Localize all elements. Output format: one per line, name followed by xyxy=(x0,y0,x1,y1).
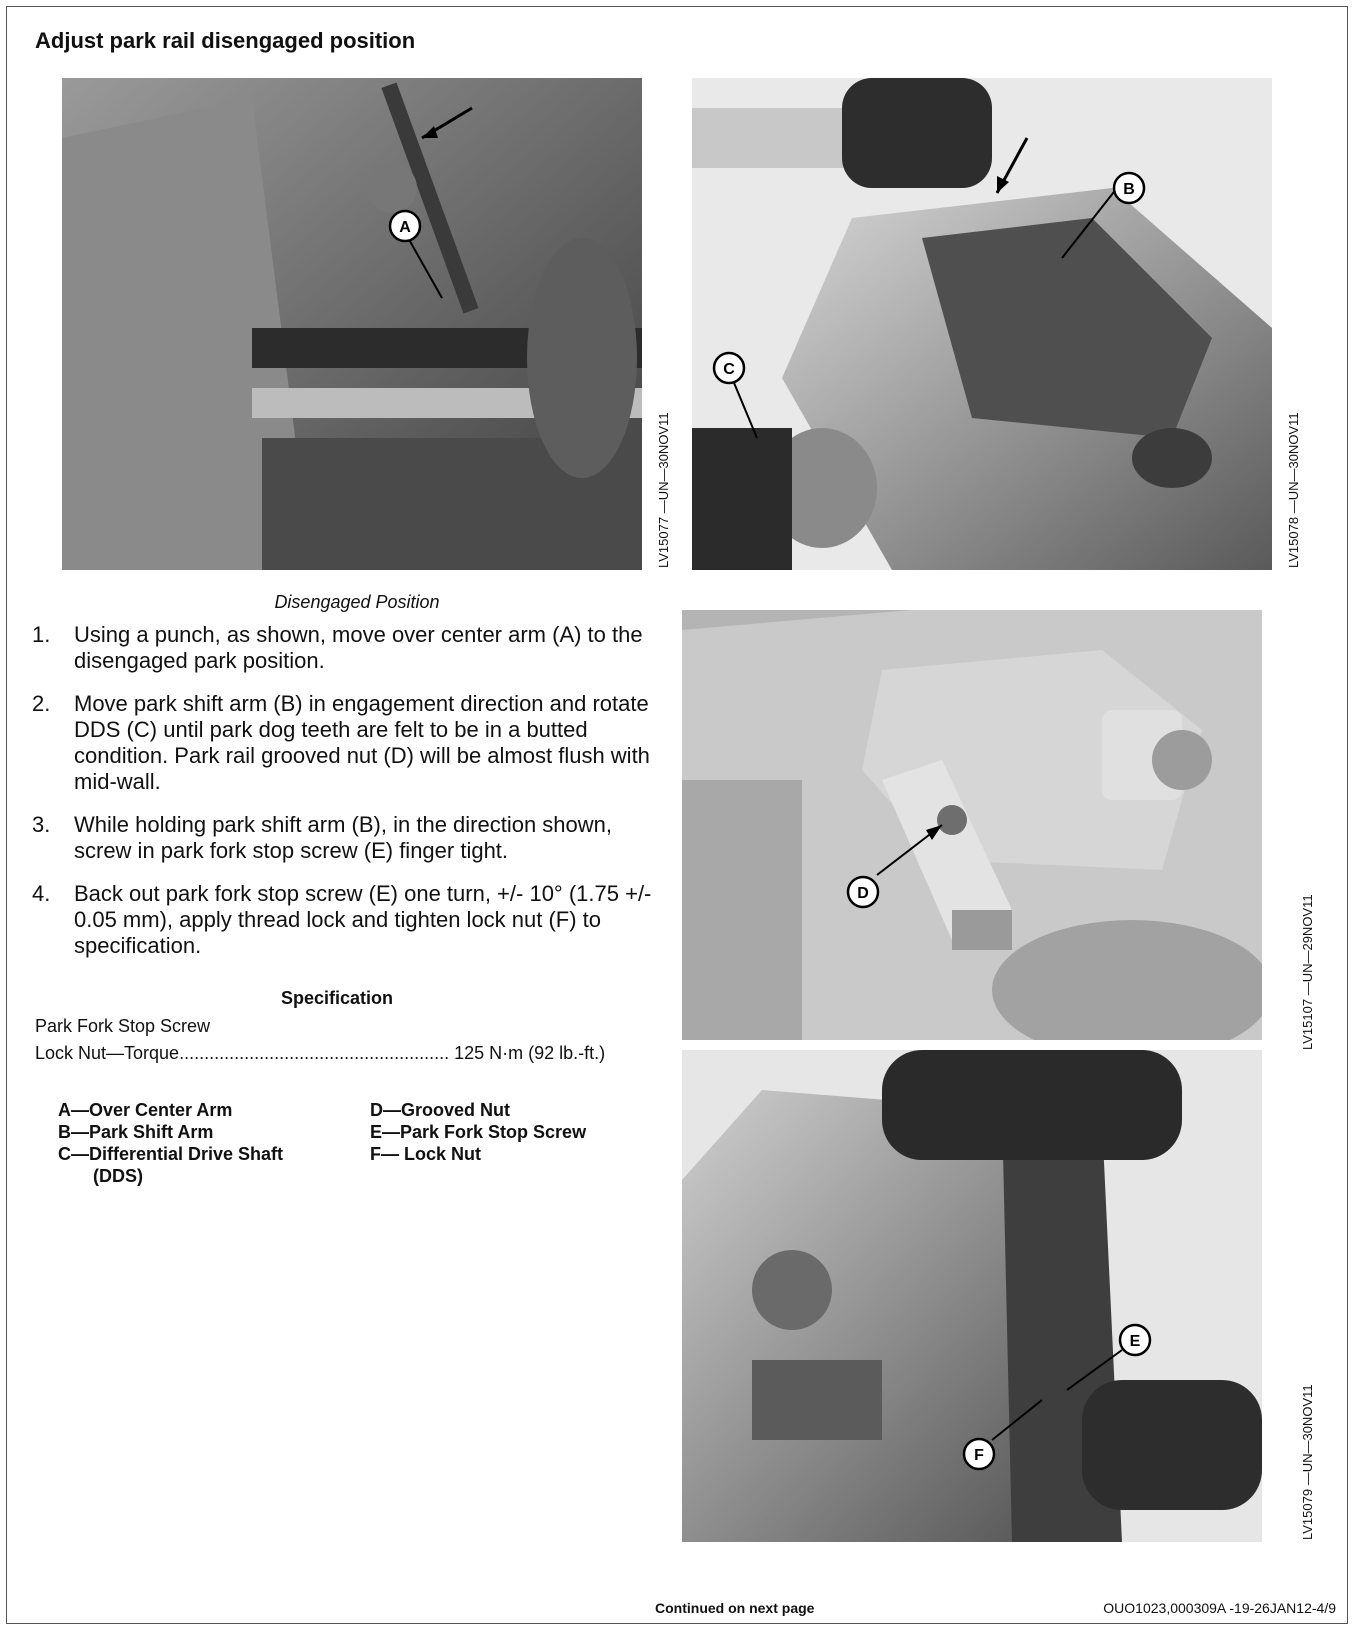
step-number: 2. xyxy=(32,691,51,716)
specification-item: Park Fork Stop Screw xyxy=(35,1016,211,1036)
legend-item: D—Grooved Nut xyxy=(370,1100,511,1120)
step-number: 1. xyxy=(32,622,51,647)
photo-illustration xyxy=(62,78,642,570)
specification-heading: Specification xyxy=(280,988,394,1008)
step-text: Back out park fork stop screw (E) one turn, +/- 10° (1.75 +/- 0.05 mm), apply thread lock and tighten lock nut (F) to specification. xyxy=(74,881,652,958)
callout-d xyxy=(848,877,878,907)
step-number: 3. xyxy=(32,812,51,837)
photo-illustration xyxy=(692,78,1272,570)
step-number: 4. xyxy=(32,881,51,906)
continued-notice: Continued on next page xyxy=(655,1600,815,1616)
svg-text:F: F xyxy=(974,1447,984,1464)
step-item xyxy=(32,691,668,795)
photo-stop-screw xyxy=(682,1050,1262,1542)
figure-code: LV15077 —UN—30NOV11 xyxy=(656,412,671,568)
step-text: While holding park shift arm (B), in the direction shown, screw in park fork stop screw (E) finger tight. xyxy=(74,812,613,863)
figure-code: LV15107 —UN—29NOV11 xyxy=(1300,894,1315,1050)
svg-text:D: D xyxy=(857,885,869,902)
step-item xyxy=(32,812,668,864)
legend-item: (DDS) xyxy=(93,1166,143,1186)
legend-left xyxy=(58,1099,283,1187)
step-item xyxy=(32,881,668,959)
svg-text:B: B xyxy=(1123,181,1135,198)
photo-over-center-arm xyxy=(62,78,642,570)
legend-item: A—Over Center Arm xyxy=(58,1100,233,1120)
render-illustration xyxy=(682,610,1262,1040)
document-reference: OUO1023,000309A -19-26JAN12-4/9 xyxy=(1103,1600,1336,1616)
legend-item: B—Park Shift Arm xyxy=(58,1122,214,1142)
figure-code: LV15078 —UN—30NOV11 xyxy=(1286,412,1301,568)
procedure-steps xyxy=(32,622,668,976)
photo-illustration xyxy=(682,1050,1262,1542)
svg-text:E: E xyxy=(1129,1333,1141,1350)
step-text: Move park shift arm (B) in engagement direction and rotate DDS (C) until park dog teeth are felt to be in a butted condition. Park rail grooved nut (D) will be almost flush with mid-wall. xyxy=(74,691,650,794)
legend-item: E—Park Fork Stop Screw xyxy=(370,1122,587,1142)
callout-c xyxy=(714,353,744,383)
svg-text:A: A xyxy=(399,219,411,236)
step-text: Using a punch, as shown, move over center arm (A) to the disengaged park position. xyxy=(74,622,643,673)
photo-park-shift-arm xyxy=(692,78,1272,570)
figure-caption: Disengaged Position xyxy=(274,592,440,612)
callout-b xyxy=(1114,173,1144,203)
legend-item: F— Lock Nut xyxy=(370,1144,481,1164)
specification-torque: Lock Nut—Torque...................................................... 125 N·m (92 lb.-ft.) xyxy=(35,1043,606,1063)
render-grooved-nut xyxy=(682,610,1262,1040)
callout-e xyxy=(1120,1325,1150,1355)
step-item xyxy=(32,622,668,674)
page-title: Adjust park rail disengaged position xyxy=(35,28,416,53)
legend-item: C—Differential Drive Shaft xyxy=(58,1144,284,1164)
figure-code: LV15079 —UN—30NOV11 xyxy=(1300,1384,1315,1540)
callout-f xyxy=(964,1439,994,1469)
svg-text:C: C xyxy=(723,361,735,378)
legend-right xyxy=(370,1099,586,1165)
callout-a xyxy=(390,211,420,241)
